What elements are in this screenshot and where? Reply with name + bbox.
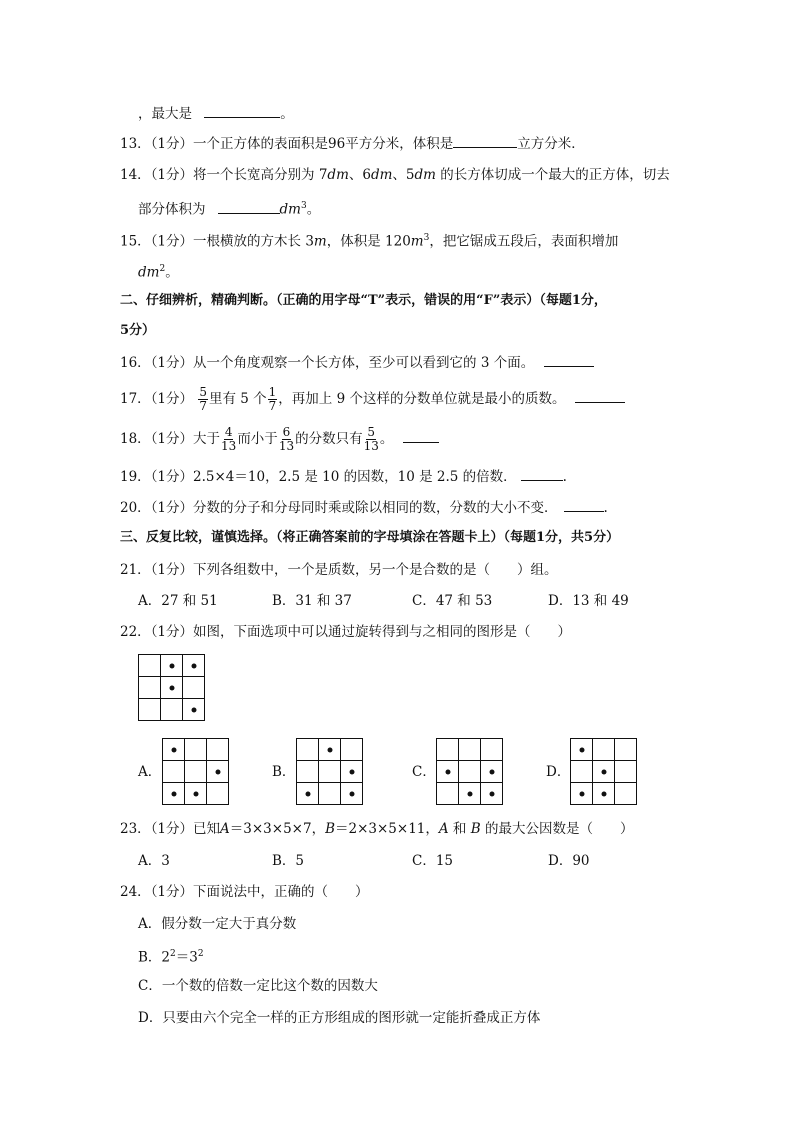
q24-option-c[interactable]: C．一个数的倍数一定比这个数的因数大 — [138, 978, 378, 994]
fraction: $\frac{4}{13}$ — [221, 425, 237, 453]
question-14-line2: 部分体积为 $dm^3$。 — [138, 196, 320, 220]
q22-option-c-figure[interactable] — [436, 738, 503, 805]
question-18: 18．（1分）大于 $\frac{4}{13}$ 而小于 $\frac{6}{13}$ 的分数只有 $\frac{5}{13}$ 。 — [120, 426, 439, 453]
q22-option-d-figure[interactable] — [570, 738, 637, 805]
section-3-heading: 三、反复比较，谨慎选择。（将正确答案前的字母填涂在答题卡上）（每题1分，共5分） — [120, 530, 620, 545]
q22-option-d-label[interactable]: D． — [546, 764, 571, 780]
dot — [481, 761, 503, 783]
answer-blank[interactable] — [403, 428, 439, 443]
section-2-heading-line2: 5分） — [120, 323, 156, 338]
dot — [459, 783, 481, 805]
answer-blank[interactable] — [453, 133, 517, 148]
dot — [183, 655, 205, 677]
answer-blank[interactable] — [204, 103, 280, 118]
fraction: $\frac{1}{7}$ — [268, 385, 277, 413]
q22-option-c-label[interactable]: C． — [412, 764, 436, 780]
q21-option-b[interactable]: B．31 和 37 — [272, 593, 352, 609]
fraction: $\frac{6}{13}$ — [278, 425, 295, 453]
question-14: 14．（1分）将一个长宽高分别为 7dm、6dm、5dm 的长方体切成一个最大的正方体，切去 — [120, 167, 670, 183]
fraction: $\frac{5}{7}$ — [199, 385, 207, 413]
section-2-heading: 二、仔细辨析，精确判断。（正确的用字母“T”表示，错误的用“F”表示）（每题1分， — [120, 293, 607, 308]
q22-option-a-label[interactable]: A． — [138, 764, 162, 780]
answer-blank[interactable] — [218, 199, 280, 214]
dot — [437, 761, 459, 783]
q23-option-c[interactable]: C．15 — [412, 853, 454, 869]
question-23: 23．（1分）已知A＝3×3×5×7，B＝2×3×5×11，A 和 B 的最大公因数是（ ） — [120, 821, 634, 837]
answer-blank[interactable] — [575, 388, 625, 403]
q22-option-b-figure[interactable] — [296, 738, 363, 805]
fraction: $\frac{5}{13}$ — [363, 425, 379, 453]
dot — [571, 739, 593, 761]
q23-option-a[interactable]: A．3 — [138, 853, 170, 869]
q21-option-d[interactable]: D．13 和 49 — [548, 593, 629, 609]
q21-option-c[interactable]: C．47 和 53 — [412, 593, 493, 609]
q21-option-a[interactable]: A．27 和 51 — [138, 593, 218, 609]
question-24: 24．（1分）下面说法中，正确的（ ） — [120, 884, 369, 900]
question-17: 17．（1分） $\frac{5}{7}$ 里有 5 个 $\frac{1}{7}$ ，再加上 9 个这样的分数单位就是最小的质数。 — [120, 386, 625, 413]
dot — [593, 783, 615, 805]
dot — [161, 655, 183, 677]
dot — [319, 739, 341, 761]
q23-option-b[interactable]: B．5 — [272, 853, 305, 869]
q24-option-d[interactable]: D．只要由六个完全一样的正方形组成的图形就一定能折叠成正方体 — [138, 1010, 541, 1026]
dot — [163, 739, 185, 761]
dot — [163, 783, 185, 805]
answer-blank[interactable] — [564, 497, 604, 512]
q22-option-a-figure[interactable] — [162, 738, 229, 805]
q24-option-a[interactable]: A．假分数一定大于真分数 — [138, 916, 297, 932]
question-16: 16．（1分）从一个角度观察一个长方体，至少可以看到它的 3 个面。 — [120, 352, 594, 373]
dot — [481, 783, 503, 805]
question-15: 15．（1分）一根横放的方木长 3m，体积是 $120m^3$，把它锯成五段后，表面积增加 — [120, 233, 619, 250]
question-15-line2: $dm^2$。 — [138, 264, 179, 281]
question-22: 22．（1分）如图，下面选项中可以通过旋转得到与之相同的图形是（ ） — [120, 624, 572, 640]
q22-option-b-label[interactable]: B． — [272, 764, 296, 780]
q23-option-d[interactable]: D．90 — [548, 853, 590, 869]
dot — [183, 699, 205, 721]
question-19: 19．（1分）2.5×4＝10，2.5 是 10 的因数，10 是 2.5 的倍数． . — [120, 466, 567, 487]
q24-option-b[interactable]: B．$2^2=3^2$ — [138, 949, 204, 966]
dot — [571, 783, 593, 805]
question-21: 21．（1分）下列各组数中，一个是质数，另一个是合数的是（ ）组。 — [120, 562, 558, 578]
question-20: 20．（1分）分数的分子和分母同时乘或除以相同的数，分数的大小不变． . — [120, 497, 608, 518]
dot — [341, 761, 363, 783]
question-13: 13．（1分）一个正方体的表面积是96平方分米，体积是 立方分米． — [120, 133, 585, 154]
dot — [207, 761, 229, 783]
dot — [593, 761, 615, 783]
dot — [185, 783, 207, 805]
dot — [297, 783, 319, 805]
answer-blank[interactable] — [544, 352, 594, 367]
q22-figure — [138, 654, 205, 721]
answer-blank[interactable] — [521, 466, 563, 481]
dot — [341, 783, 363, 805]
dot — [161, 677, 183, 699]
q12-tail: ，最大是 。 — [138, 103, 294, 124]
